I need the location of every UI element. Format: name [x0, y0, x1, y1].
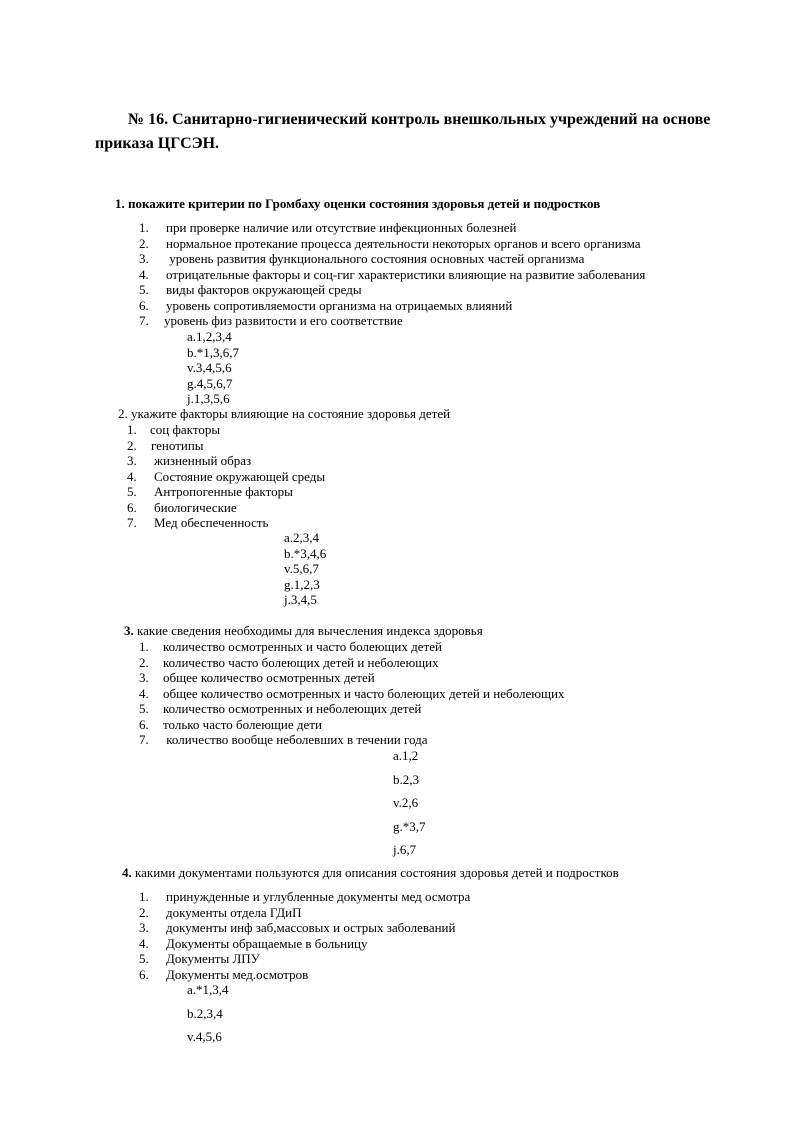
- answer-option[interactable]: b.2,3: [393, 771, 419, 787]
- answer-option[interactable]: g.*3,7: [393, 818, 426, 834]
- list-item: 2. документы отдела ГДиП: [139, 904, 302, 920]
- list-item: 3. общее количество осмотренных детей: [139, 670, 375, 685]
- list-item: 6. уровень сопротивляемости организма на отрицаемых влияний: [139, 297, 513, 313]
- list-item: 4. Документы обращаемые в больницу: [139, 935, 368, 951]
- list-item: 5. Антропогенные факторы: [127, 484, 293, 499]
- question-4-options: [139, 889, 470, 982]
- answer-option[interactable]: v.2,6: [393, 795, 419, 810]
- list-item: 3. документы инф заб,массовых и острых заболеваний: [139, 920, 456, 935]
- question-2-options: [127, 422, 325, 531]
- answer-option[interactable]: a.1,2,3,4: [187, 329, 232, 344]
- question-number: 3.: [124, 623, 134, 638]
- answer-option[interactable]: j.6,7: [393, 842, 417, 857]
- list-item: 5. количество осмотренных и неболеющих детей: [139, 701, 422, 716]
- question-1-options: [139, 220, 645, 329]
- answer-option[interactable]: a.1,2: [393, 748, 419, 763]
- question-number: 1.: [115, 196, 125, 211]
- list-item: 2. генотипы: [127, 437, 204, 453]
- question-text: какие сведения необходимы для вычесления индекса здоровья: [133, 623, 483, 638]
- question-3-heading: [124, 623, 483, 639]
- list-item: 4. Состояние окружающей среды: [127, 468, 326, 484]
- list-item: 1. при проверке наличие или отсутствие инфекционных болезней: [139, 220, 517, 235]
- list-item: 6. Документы мед.осмотров: [139, 966, 309, 982]
- question-4-answers: [187, 982, 229, 1053]
- list-item: 6. биологические: [127, 499, 237, 515]
- list-item: 1. соц факторы: [127, 422, 221, 437]
- list-item: 1. количество осмотренных и часто болеющих детей: [139, 639, 442, 654]
- question-text: укажите факторы влияющие на состояние здоровья детей: [127, 406, 451, 421]
- answer-option[interactable]: v.3,4,5,6: [187, 360, 232, 375]
- list-item: 5. Документы ЛПУ: [139, 951, 260, 966]
- list-item: 3. уровень развития функционального состояния основных частей организма: [139, 251, 585, 266]
- list-item: 4. отрицательные факторы и соц-гиг характеристики влияющие на развитие заболевания: [139, 266, 646, 282]
- list-item: 2. нормальное протекание процесса деятельности некоторых органов и всего организма: [139, 235, 641, 251]
- question-2-heading: [118, 406, 450, 422]
- answer-option[interactable]: v.5,6,7: [284, 561, 319, 576]
- list-item: 5. виды факторов окружающей среды: [139, 282, 362, 297]
- question-3-options: [139, 639, 564, 748]
- document-title: № 16. Санитарно-гигиенический контроль внешкольных учреждений на основе приказа ЦГСЭН.: [95, 111, 711, 152]
- question-1-answers: [187, 329, 239, 407]
- answer-option[interactable]: g.1,2,3: [284, 576, 320, 592]
- answer-option[interactable]: a.2,3,4: [284, 530, 320, 545]
- answer-option[interactable]: a.*1,3,4: [187, 982, 229, 997]
- list-item: 4. общее количество осмотренных и часто болеющих детей и неболеющих: [139, 685, 565, 701]
- question-number: 4.: [122, 865, 132, 880]
- list-item: 2. количество часто болеющих детей и неболеющих: [139, 654, 439, 670]
- question-4-heading: [122, 865, 619, 881]
- question-text: покажите критерии по Громбаху оценки состояния здоровья детей и подростков: [124, 196, 601, 211]
- list-item: 7. уровень физ развитости и его соответствие: [139, 313, 403, 328]
- question-3-answers: [393, 748, 426, 866]
- list-item: 7. Мед обеспеченность: [127, 515, 269, 530]
- answer-option[interactable]: b.*1,3,6,7: [187, 344, 239, 360]
- question-text: какими документами пользуются для описания состояния здоровья детей и подростков: [131, 865, 619, 880]
- list-item: 6. только часто болеющие дети: [139, 716, 322, 732]
- answer-option[interactable]: j.3,4,5: [284, 592, 317, 607]
- list-item: 7. количество вообще неболевших в течении года: [139, 732, 428, 747]
- answer-option[interactable]: v.4,5,6: [187, 1029, 222, 1044]
- answer-option[interactable]: b.*3,4,6: [284, 545, 327, 561]
- list-item: 1. принужденные и углубленные документы мед осмотра: [139, 889, 471, 904]
- question-number: 2.: [118, 406, 128, 421]
- question-2-answers: [284, 530, 326, 608]
- question-1-heading: [115, 196, 600, 212]
- answer-option[interactable]: g.4,5,6,7: [187, 375, 233, 391]
- list-item: 3. жизненный образ: [127, 453, 252, 468]
- answer-option[interactable]: b.2,3,4: [187, 1005, 223, 1021]
- answer-option[interactable]: j.1,3,5,6: [187, 391, 230, 406]
